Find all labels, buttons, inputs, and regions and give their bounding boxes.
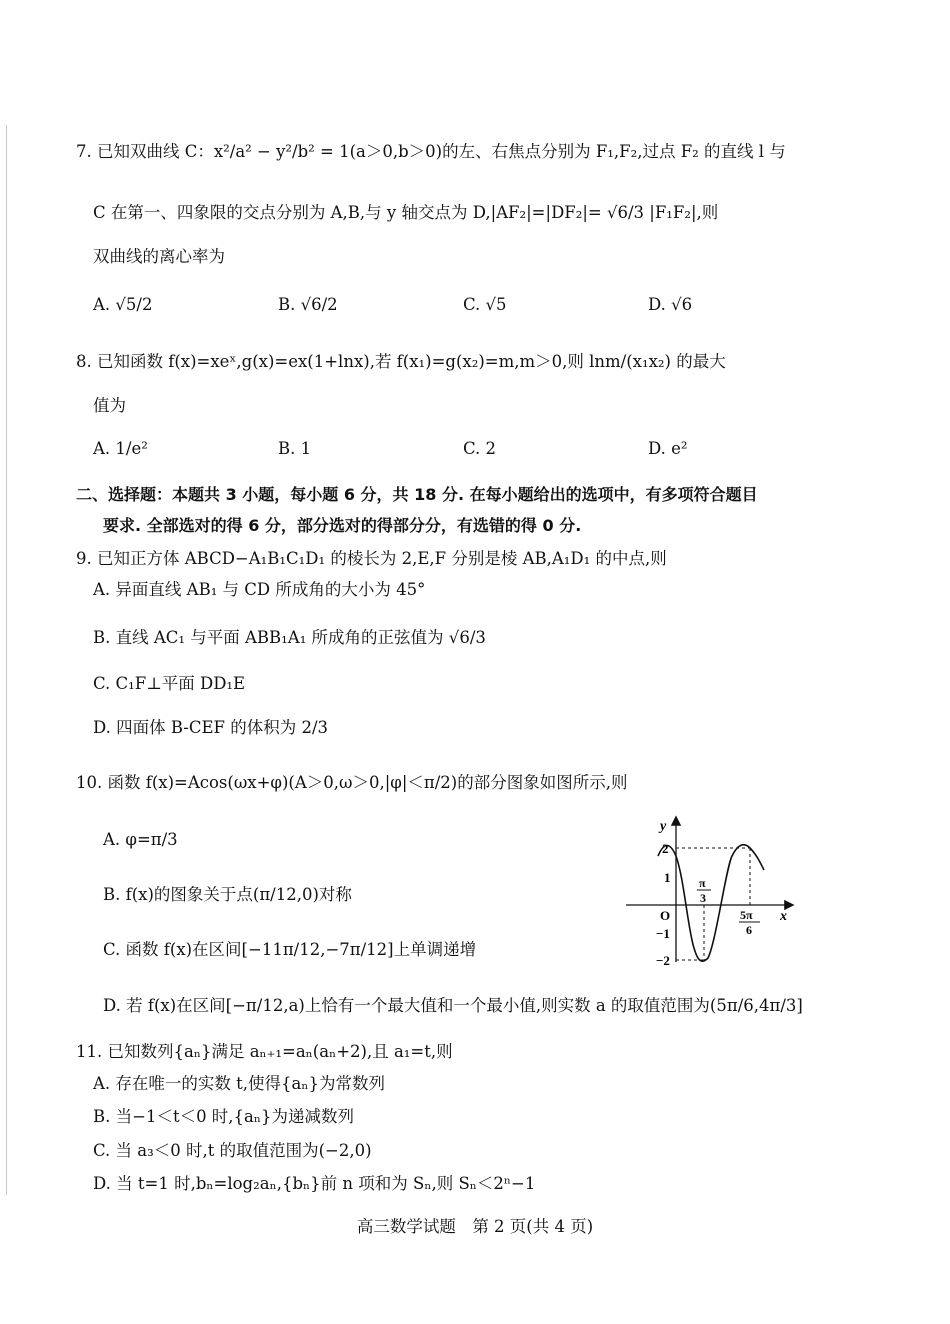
tick-label-2: 2 <box>662 841 669 856</box>
q7-option-c: C. √5 <box>463 295 507 314</box>
q9-option-d: D. 四面体 B-CEF 的体积为 2/3 <box>93 718 329 737</box>
q9-option-a: A. 异面直线 AB₁ 与 CD 所成角的大小为 45° <box>93 580 426 599</box>
page-margin-rule <box>6 125 7 1195</box>
q10-stem: 10. 函数 f(x)=Acos(ωx+φ)(A＞0,ω＞0,|φ|＜π/2)的部分图象如图所示,则 <box>76 773 628 792</box>
tick-pi3-num: π <box>699 876 706 890</box>
q7-option-d: D. √6 <box>648 295 693 314</box>
q9-stem: 9. 已知正方体 ABCD−A₁B₁C₁D₁ 的棱长为 2,E,F 分别是棱 AB,A₁D₁ 的中点,则 <box>76 549 667 568</box>
q9-option-b: B. 直线 AC₁ 与平面 ABB₁A₁ 所成角的正弦值为 √6/3 <box>93 628 486 647</box>
tick-5pi6-num: 5π <box>740 908 753 922</box>
q11-stem: 11. 已知数列{aₙ}满足 aₙ₊₁=aₙ(aₙ+2),且 a₁=t,则 <box>76 1042 453 1061</box>
q7-line1: 7. 已知双曲线 C：x²/a² − y²/b² = 1(a＞0,b＞0)的左、右焦点分别为 F₁,F₂,过点 F₂ 的直线 l 与 <box>76 142 786 161</box>
q7-line3: 双曲线的离心率为 <box>93 247 225 266</box>
x-axis-label: x <box>780 909 787 924</box>
q8-line2: 值为 <box>93 396 126 415</box>
q8-option-c: C. 2 <box>463 439 497 458</box>
q7-option-a: A. √5/2 <box>93 295 153 314</box>
q9-option-c: C. C₁F⊥平面 DD₁E <box>93 674 246 693</box>
q10-option-a: A. φ=π/3 <box>103 830 178 849</box>
q10-option-c: C. 函数 f(x)在区间[−11π/12,−7π/12]上单调递增 <box>103 940 477 959</box>
y-axis-label: y <box>660 819 667 834</box>
q11-option-a: A. 存在唯一的实数 t,使得{aₙ}为常数列 <box>93 1074 385 1093</box>
cosine-curve <box>658 845 764 961</box>
q11-option-d: D. 当 t=1 时,bₙ=log₂aₙ,{bₙ}前 n 项和为 Sₙ,则 Sₙ＜2ⁿ−1 <box>93 1174 536 1193</box>
tick-label-neg2: −2 <box>656 953 670 968</box>
q8-option-d: D. e² <box>648 439 688 458</box>
page-footer: 高三数学试题 第 2 页(共 4 页) <box>356 1217 594 1236</box>
q7-option-b: B. √6/2 <box>278 295 338 314</box>
section2-heading-line1: 二、选择题：本题共 3 小题，每小题 6 分，共 18 分. 在每小题给出的选项中，有多项符合题目 <box>76 485 758 504</box>
q11-option-b: B. 当−1＜t＜0 时,{aₙ}为递减数列 <box>93 1107 355 1126</box>
tick-5pi6-den: 6 <box>746 923 752 937</box>
q8-line1: 8. 已知函数 f(x)=xeˣ,g(x)=ex(1+lnx),若 f(x₁)=g(x₂)=m,m＞0,则 lnm/(x₁x₂) 的最大 <box>76 352 726 371</box>
q8-option-a: A. 1/e² <box>93 439 148 458</box>
q7-line2: C 在第一、四象限的交点分别为 A,B,与 y 轴交点为 D,|AF₂|=|DF₂|= √6/3 |F₁F₂|,则 <box>93 203 719 222</box>
origin-label: O <box>660 908 671 923</box>
q8-option-b: B. 1 <box>278 439 312 458</box>
tick-label-1: 1 <box>664 870 671 885</box>
q10-cosine-graph <box>622 812 802 972</box>
tick-pi3-den: 3 <box>700 891 706 905</box>
q11-option-c: C. 当 a₃＜0 时,t 的取值范围为(−2,0) <box>93 1141 372 1160</box>
tick-label-neg1: −1 <box>656 926 670 941</box>
q10-option-b: B. f(x)的图象关于点(π/12,0)对称 <box>103 885 352 904</box>
q10-option-d: D. 若 f(x)在区间[−π/12,a)上恰有一个最大值和一个最小值,则实数 a 的取值范围为(5π/6,4π/3] <box>103 996 803 1015</box>
section2-heading-line2: 要求. 全部选对的得 6 分，部分选对的得部分分，有选错的得 0 分. <box>103 516 582 535</box>
